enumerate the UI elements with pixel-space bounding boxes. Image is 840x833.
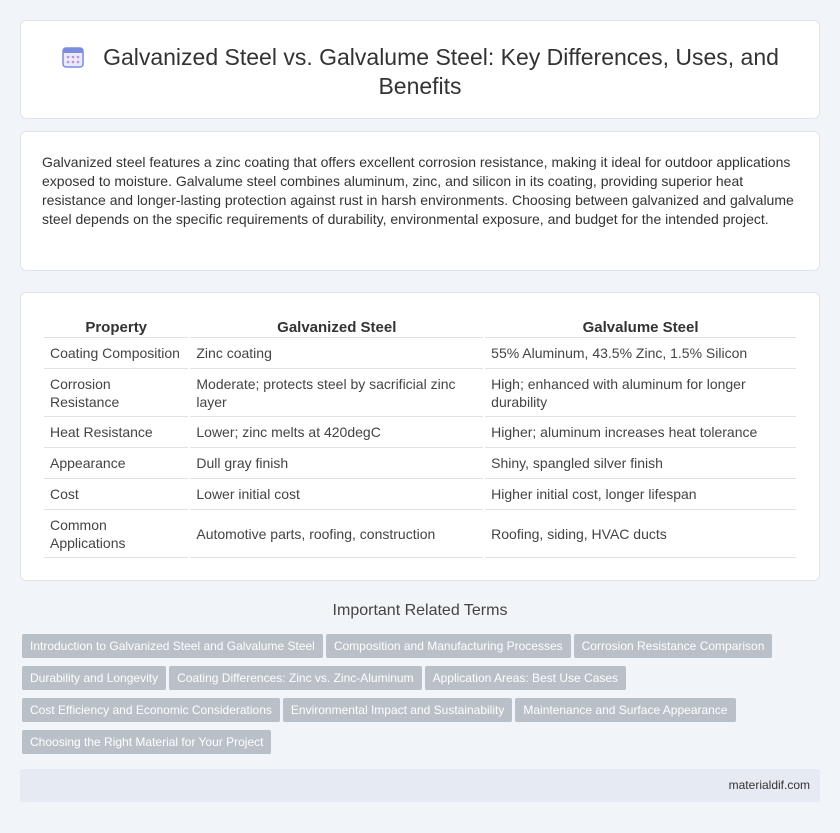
related-term-link[interactable]: Coating Differences: Zinc vs. Zinc-Aluminum xyxy=(169,666,422,690)
calendar-icon xyxy=(61,45,85,69)
table-row xyxy=(44,369,796,417)
related-term-link[interactable]: Application Areas: Best Use Cases xyxy=(425,666,626,690)
comparison-table xyxy=(42,315,798,558)
galvalume-cell: Higher; aluminum increases heat tolerance xyxy=(485,417,796,448)
galvanized-cell: Lower; zinc melts at 420degC xyxy=(190,417,483,448)
related-term-link[interactable]: Composition and Manufacturing Processes xyxy=(326,634,571,658)
header-galvalume: Galvalume Steel xyxy=(485,315,796,338)
galvalume-cell: Shiny, spangled silver finish xyxy=(485,448,796,479)
intro-card xyxy=(20,131,820,271)
related-term-link[interactable]: Cost Efficiency and Economic Considerations xyxy=(22,698,280,722)
table-row xyxy=(44,448,796,479)
property-cell: Corrosion Resistance xyxy=(44,369,188,417)
related-terms-heading: Important Related Terms xyxy=(332,602,508,619)
related-term-link[interactable]: Environmental Impact and Sustainability xyxy=(283,698,512,722)
galvanized-cell: Zinc coating xyxy=(190,338,483,369)
related-term-link[interactable]: Introduction to Galvanized Steel and Galvalume Steel xyxy=(22,634,323,658)
intro-paragraph: Galvanized steel features a zinc coating that offers excellent corrosion resistance, making it ideal for outdoor applications exposed to moisture. Galvalume steel combines aluminum, zinc, and silicon in its coating, providing superior heat resistance and longer-lasting protection against rust in harsh environments. Choosing between galvanized and galvalume steel depends on the specific requirements of durability, environmental exposure, and budget for the intended project. xyxy=(42,154,794,227)
page-title: Galvanized Steel vs. Galvalume Steel: Key Differences, Uses, and Benefits xyxy=(103,44,779,99)
related-term-link[interactable]: Choosing the Right Material for Your Project xyxy=(22,730,271,754)
galvalume-cell: Higher initial cost, longer lifespan xyxy=(485,479,796,510)
table-header-row xyxy=(44,315,796,338)
table-row xyxy=(44,510,796,558)
table-row xyxy=(44,417,796,448)
galvanized-cell: Automotive parts, roofing, construction xyxy=(190,510,483,558)
galvalume-cell: Roofing, siding, HVAC ducts xyxy=(485,510,796,558)
footer xyxy=(20,769,820,802)
comparison-card xyxy=(20,292,820,581)
header-property: Property xyxy=(44,315,188,338)
galvanized-cell: Lower initial cost xyxy=(190,479,483,510)
galvalume-cell: High; enhanced with aluminum for longer durability xyxy=(485,369,796,417)
table-row xyxy=(44,338,796,369)
property-cell: Cost xyxy=(44,479,188,510)
property-cell: Common Applications xyxy=(44,510,188,558)
related-term-link[interactable]: Durability and Longevity xyxy=(22,666,166,690)
property-cell: Coating Composition xyxy=(44,338,188,369)
table-row xyxy=(44,479,796,510)
galvanized-cell: Moderate; protects steel by sacrificial zinc layer xyxy=(190,369,483,417)
galvanized-cell: Dull gray finish xyxy=(190,448,483,479)
title-card xyxy=(20,20,820,119)
footer-site-link[interactable]: materialdif.com xyxy=(728,778,810,792)
related-term-link[interactable]: Maintenance and Surface Appearance xyxy=(515,698,735,722)
property-cell: Heat Resistance xyxy=(44,417,188,448)
page-title-wrap xyxy=(21,43,819,101)
property-cell: Appearance xyxy=(44,448,188,479)
header-galvanized: Galvanized Steel xyxy=(190,315,483,338)
related-terms-list xyxy=(22,634,812,762)
galvalume-cell: 55% Aluminum, 43.5% Zinc, 1.5% Silicon xyxy=(485,338,796,369)
related-term-link[interactable]: Corrosion Resistance Comparison xyxy=(574,634,773,658)
